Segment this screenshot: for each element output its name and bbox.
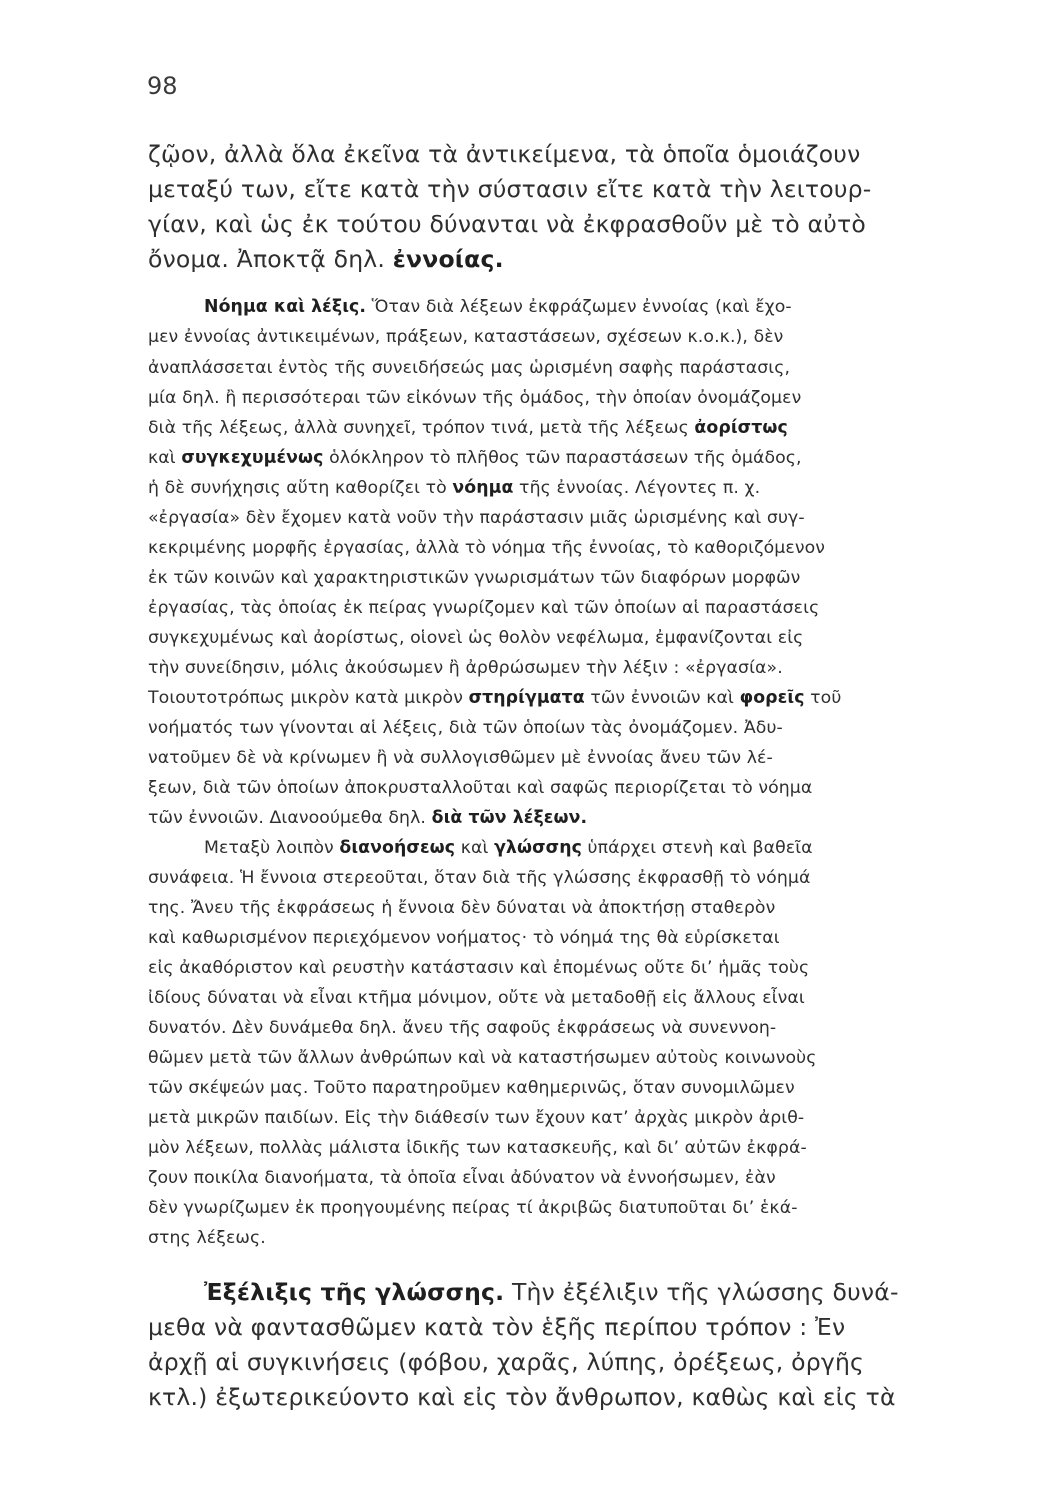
bold-term: ἐννοίας. <box>392 245 504 273</box>
bold-term: γλώσσης <box>494 838 582 858</box>
text-span: διὰ τῆς λέξεως, ἀλλὰ συνηχεῖ, τρόπον τινά, μετὰ τῆς λέξεως <box>148 418 695 438</box>
text-line: μὸν λέξεων, πολλὰς μάλιστα ἰδικῆς των κατασκευῆς, καὶ δι’ αὐτῶν ἐκφρά- <box>148 1138 807 1158</box>
text-line: συνάφεια. Ἡ ἔννοια στερεοῦται, ὅταν διὰ τῆς γλώσσης ἐκφρασθῇ τὸ νόημά <box>148 868 811 888</box>
text-line <box>148 245 504 273</box>
text-line <box>148 478 760 498</box>
text-span: τοῦ <box>804 688 842 708</box>
text-line: «ἐργασία» δὲν ἔχομεν κατὰ νοῦν τὴν παράστασιν μιᾶς ὡρισμένης καὶ συγ- <box>148 508 805 528</box>
text-line <box>148 448 802 468</box>
text-line: ζῷον, ἀλλὰ ὅλα ἐκεῖνα τὰ ἀντικείμενα, τὰ ὁποῖα ὁμοιάζουν <box>148 140 861 168</box>
bold-term: συγκεχυμένως <box>181 448 324 468</box>
text-span: τῶν ἐννοιῶν καὶ <box>584 688 740 708</box>
bold-term: ἀορίστως <box>694 418 788 438</box>
text-span: ἡ δὲ συνήχησις αὕτη καθορίζει τὸ <box>148 478 453 498</box>
text-span: Τὴν ἐξέλιξιν τῆς γλώσσης δυνά- <box>504 1278 899 1306</box>
bold-term: διανοήσεως <box>339 838 456 858</box>
text-line: τῶν σκέψεών μας. Τοῦτο παρατηροῦμεν καθημερινῶς, ὅταν συνομιλῶμεν <box>148 1078 795 1098</box>
section-heading: Νόημα καὶ λέξις. <box>204 297 367 317</box>
text-span: Ὅταν διὰ λέξεων ἐκφράζωμεν ἐννοίας (καὶ ἔχο- <box>366 297 792 317</box>
text-span: ὁλόκληρον τὸ πλῆθος τῶν παραστάσεων τῆς ὁμάδος, <box>323 448 802 468</box>
text-span: καὶ <box>455 838 495 858</box>
bold-term: στηρίγματα <box>468 688 585 708</box>
text-span: Μεταξὺ λοιπὸν <box>204 838 340 858</box>
text-span: Τοιουτοτρόπως μικρὸν κατὰ μικρὸν <box>148 688 469 708</box>
text-line: στης λέξεως. <box>148 1228 266 1248</box>
text-line: ξεων, διὰ τῶν ὁποίων ἀποκρυσταλλοῦται καὶ σαφῶς περιορίζεται τὸ νόημα <box>148 778 813 798</box>
text-line: δὲν γνωρίζωμεν ἐκ προηγουμένης πείρας τί ἀκριβῶς διατυποῦται δι’ ἑκά- <box>148 1198 798 1218</box>
text-line: μία δηλ. ἢ περισσότεραι τῶν εἰκόνων τῆς ὁμάδος, τὴν ὁποίαν ὀνομάζομεν <box>148 388 802 408</box>
text-line: ἐργασίας, τὰς ὁποίας ἐκ πείρας γνωρίζομεν καὶ τῶν ὁποίων αἱ παραστάσεις <box>148 598 820 618</box>
text-line: μεταξύ των, εἴτε κατὰ τὴν σύστασιν εἴτε κατὰ τὴν λειτουρ- <box>148 175 872 203</box>
text-span: ὄνομα. Ἀποκτᾷ δηλ. <box>148 245 393 273</box>
text-line: μεν ἐννοίας ἀντικειμένων, πράξεων, καταστάσεων, σχέσεων κ.ο.κ.), δὲν <box>148 327 784 347</box>
text-span: τῶν ἐννοιῶν. Διανοούμεθα δηλ. <box>148 808 432 828</box>
text-line: ἐκ τῶν κοινῶν καὶ χαρακτηριστικῶν γνωρισμάτων τῶν διαφόρων μορφῶν <box>148 568 801 588</box>
text-line: μεθα νὰ φαντασθῶμεν κατὰ τὸν ἑξῆς περίπου τρόπον : Ἐν <box>148 1313 846 1341</box>
bold-term: φορεῖς <box>739 688 805 708</box>
text-line <box>148 688 841 708</box>
text-line <box>204 1278 899 1306</box>
text-line: ἀρχῇ αἱ συγκινήσεις (φόβου, χαρᾶς, λύπης, ὀρέξεως, ὀργῆς <box>148 1348 865 1376</box>
text-line: νοήματός των γίνονται αἱ λέξεις, διὰ τῶν ὁποίων τὰς ὀνομάζομεν. Ἀδυ- <box>148 718 783 738</box>
text-line: συγκεχυμένως καὶ ἀορίστως, οἱονεὶ ὡς θολὸν νεφέλωμα, ἐμφανίζονται εἰς <box>148 628 804 648</box>
text-line: μετὰ μικρῶν παιδίων. Εἰς τὴν διάθεσίν των ἔχουν κατ’ ἀρχὰς μικρὸν ἀριθ- <box>148 1108 805 1128</box>
text-line: κεκριμένης μορφῆς ἐργασίας, ἀλλὰ τὸ νόημα τῆς ἐννοίας, τὸ καθοριζόμενον <box>148 538 826 558</box>
text-line: ἀναπλάσσεται ἐντὸς τῆς συνειδήσεώς μας ὡρισμένη σαφὴς παράστασις, <box>148 358 791 378</box>
section-heading: Ἐξέλιξις τῆς γλώσσης. <box>204 1278 505 1306</box>
text-line <box>204 838 813 858</box>
text-line: δυνατόν. Δὲν δυνάμεθα δηλ. ἄνευ τῆς σαφοῦς ἐκφράσεως νὰ συνεννοη- <box>148 1018 777 1038</box>
text-line: θῶμεν μετὰ τῶν ἄλλων ἀνθρώπων καὶ νὰ καταστήσωμεν αὐτοὺς κοινωνοὺς <box>148 1048 817 1068</box>
text-line: γίαν, καὶ ὡς ἐκ τούτου δύνανται νὰ ἐκφρασθοῦν μὲ τὸ αὐτὸ <box>148 210 866 238</box>
bold-term: διὰ τῶν λέξεων. <box>431 808 588 828</box>
text-span: καὶ <box>148 448 182 468</box>
text-line: καὶ καθωρισμένον περιεχόμενον νοήματος· τὸ νόημά της θὰ εὑρίσκεται <box>148 928 780 948</box>
bold-term: νόημα <box>452 478 514 498</box>
text-line: ἰδίους δύναται νὰ εἶναι κτῆμα μόνιμον, οὔτε νὰ μεταδοθῇ εἰς ἄλλους εἶναι <box>148 988 805 1008</box>
text-line: ζουν ποικίλα διανοήματα, τὰ ὁποῖα εἶναι ἀδύνατον νὰ ἐννοήσωμεν, ἐὰν <box>148 1168 776 1188</box>
text-line: της. Ἄνευ τῆς ἐκφράσεως ἡ ἔννοια δὲν δύναται νὰ ἀποκτήσῃ σταθερὸν <box>148 898 776 918</box>
text-line: νατοῦμεν δὲ νὰ κρίνωμεν ἢ νὰ συλλογισθῶμεν μὲ ἐννοίας ἄνευ τῶν λέ- <box>148 748 773 768</box>
text-span: τῆς ἐννοίας. Λέγοντες π. χ. <box>513 478 761 498</box>
text-line: εἰς ἀκαθόριστον καὶ ρευστὴν κατάστασιν καὶ ἐπομένως οὔτε δι’ ἡμᾶς τοὺς <box>148 958 810 978</box>
text-span: ὑπάρχει στενὴ καὶ βαθεῖα <box>581 838 813 858</box>
text-line <box>148 808 587 828</box>
text-line: κτλ.) ἐξωτερικεύοντο καὶ εἰς τὸν ἄνθρωπον, καθὼς καὶ εἰς τὰ <box>148 1383 896 1411</box>
text-line: τὴν συνείδησιν, μόλις ἀκούσωμεν ἢ ἀρθρώσωμεν τὴν λέξιν : «ἐργασία». <box>148 658 783 678</box>
text-line <box>204 297 792 317</box>
text-line <box>148 418 788 438</box>
page-number: 98 <box>147 72 178 100</box>
